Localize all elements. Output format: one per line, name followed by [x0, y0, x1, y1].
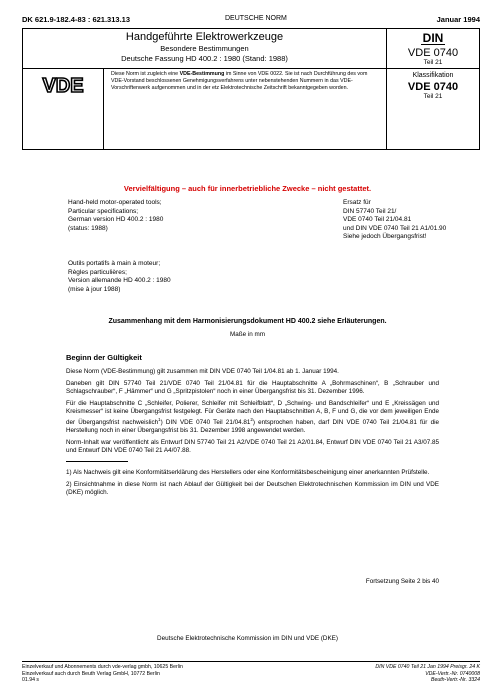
- vde-logo-text: VDE: [42, 75, 84, 95]
- din-logo: DIN: [422, 31, 444, 45]
- validity-section: [66, 354, 439, 501]
- continuation-note: Fortsetzung Seite 2 bis 40: [365, 578, 439, 585]
- footer-sales-info: Einzelverkauf und Abonnements durch vde-verlag gmbh, 10625 Berlin Einzelverkauf auch durch Beuth Verlag GmbH, 10772 Berlin 01.94 s: [22, 664, 183, 683]
- replacement-info: Ersatz für DIN 57740 Teil 21/ VDE 0740 Teil 21/04.81 und DIN VDE 0740 Teil 21 A1/01.90 Siehe jedoch Übergangsfrist!: [343, 199, 447, 240]
- paragraph: Für die Hauptabschnitte C „Schleifer, Polierer, Schleifer mit Schleifblatt“, D „Schwing- und Bandschleifer“ und E „Kreissägen und Kreismesser“ ist keine Übergangsfrist festgelegt. Für Geräte nach den Hauptabschnitten A, B, F und G, die vor dem jeweiligen Ende der Übergangsfrist nachweislich$^1$) DIN VDE 0740 Teil 21/04.81$^2$) entsprochen haben, darf DIN VDE 0740 Teil 21/04.81 für die Herstellung noch in einer Übergangsfrist bis 31. Dezember 1998 angewendet werden.: [66, 400, 439, 435]
- document-fassung: Deutsche Fassung HD 400.2 : 1980 (Stand: 1988): [121, 54, 288, 63]
- klassifikation-label: Klassifikation: [412, 72, 454, 79]
- section-heading: Beginn der Gültigkeit: [66, 353, 142, 362]
- footer-order-info: DIN VDE 0740 Teil 21 Jan 1994 Preisgr. 24 K VDE-Vertr.-Nr. 0740008 Beuth-Vertr.-Nr. 3324: [375, 664, 480, 683]
- footnote: 2) Einsichtnahme in diese Norm ist nach Ablauf der Gültigkeit bei der Deutschen Elektrotechnischen Kommission im DIN und VDE (DKE) möglich.: [66, 481, 439, 497]
- top-line: [22, 14, 480, 26]
- footnote: 1) Als Nachweis gilt eine Konformitätserklärung des Herstellers oder eine Konformitätsbescheinigung einer anerkannten Prüfstelle.: [66, 469, 430, 477]
- klassifikation-number: VDE 0740: [407, 81, 459, 93]
- title-block: [23, 31, 386, 63]
- dk-number: DK 621.9-182.4-83 : 621.313.13: [22, 15, 130, 24]
- english-title: Hand-held motor-operated tools; Particular specifications; German version HD 400.2 : 1980 (status: 1988): [68, 199, 164, 232]
- dimensions-note: Maße in mm: [230, 331, 265, 338]
- paragraph: Daneben gilt DIN 57740 Teil 21/VDE 0740 Teil 21/04.81 für die Hauptabschnitte A „Bohrmaschinen“, B „Schrauber und Schlagschrauber“, F „Hämmer“ und G „Spritzpistolen“ noch in einer Übergangsfrist bis 31. Dezember 1996.: [66, 380, 439, 395]
- standard-teil: Teil 21: [423, 59, 443, 66]
- paragraph: Diese Norm (VDE-Bestimmung) gilt zusammen mit DIN VDE 0740 Teil 1/04.81 ab 1. Januar 1994.: [66, 368, 339, 375]
- din-standard-box: [387, 29, 479, 68]
- vde-notice: Diese Norm ist zugleich eine VDE-Bestimmung im Sinne von VDE 0022. Sie ist nach Durchführung des vom VDE-Vorstand beschlossenen Genehmigungsverfahrens unter nebenstehenden Nummern in das VDE-Vorschriftenwerk aufgenommen und in der etz Elektrotechnische Zeitschrift bekanntgegeben worden.: [111, 71, 368, 91]
- document-title: Handgeführte Elektrowerkzeuge: [125, 31, 284, 43]
- document-subtitle: Besondere Bestimmungen: [160, 44, 249, 53]
- paragraph: Norm-Inhalt war veröffentlicht als Entwurf DIN 57740 Teil 21 A2/VDE 0740 Teil 21 A2/01.84, Entwurf DIN VDE 0740 Teil 21 A3/07.85 und Entwurf DIN VDE 0740 Teil 21 A4/07.88.: [66, 439, 439, 455]
- footnote-separator: [66, 461, 128, 462]
- reproduction-warning: Vervielfältigung – auch für innerbetriebliche Zwecke – nicht gestattet.: [123, 184, 372, 193]
- standard-number: VDE 0740: [407, 47, 459, 59]
- footer-divider: [22, 661, 480, 662]
- norm-label: DEUTSCHE NORM: [225, 15, 287, 22]
- klassifikation-box: [387, 69, 479, 100]
- vde-logo: [35, 75, 91, 95]
- header-box: [22, 28, 480, 150]
- commission-name: Deutsche Elektrotechnische Kommission im DIN und VDE (DKE): [157, 635, 338, 642]
- french-title: Outils portatifs à main à moteur; Règles particulières; Version allemande HD 400.2 : 1980 (mise à jour 1988): [68, 260, 171, 293]
- klassifikation-teil: Teil 21: [423, 93, 443, 100]
- harmonization-note: Zusammenhang mit dem Harmonisierungsdokument HD 400.2 siehe Erläuterungen.: [108, 318, 387, 325]
- issue-date: Januar 1994: [436, 15, 480, 24]
